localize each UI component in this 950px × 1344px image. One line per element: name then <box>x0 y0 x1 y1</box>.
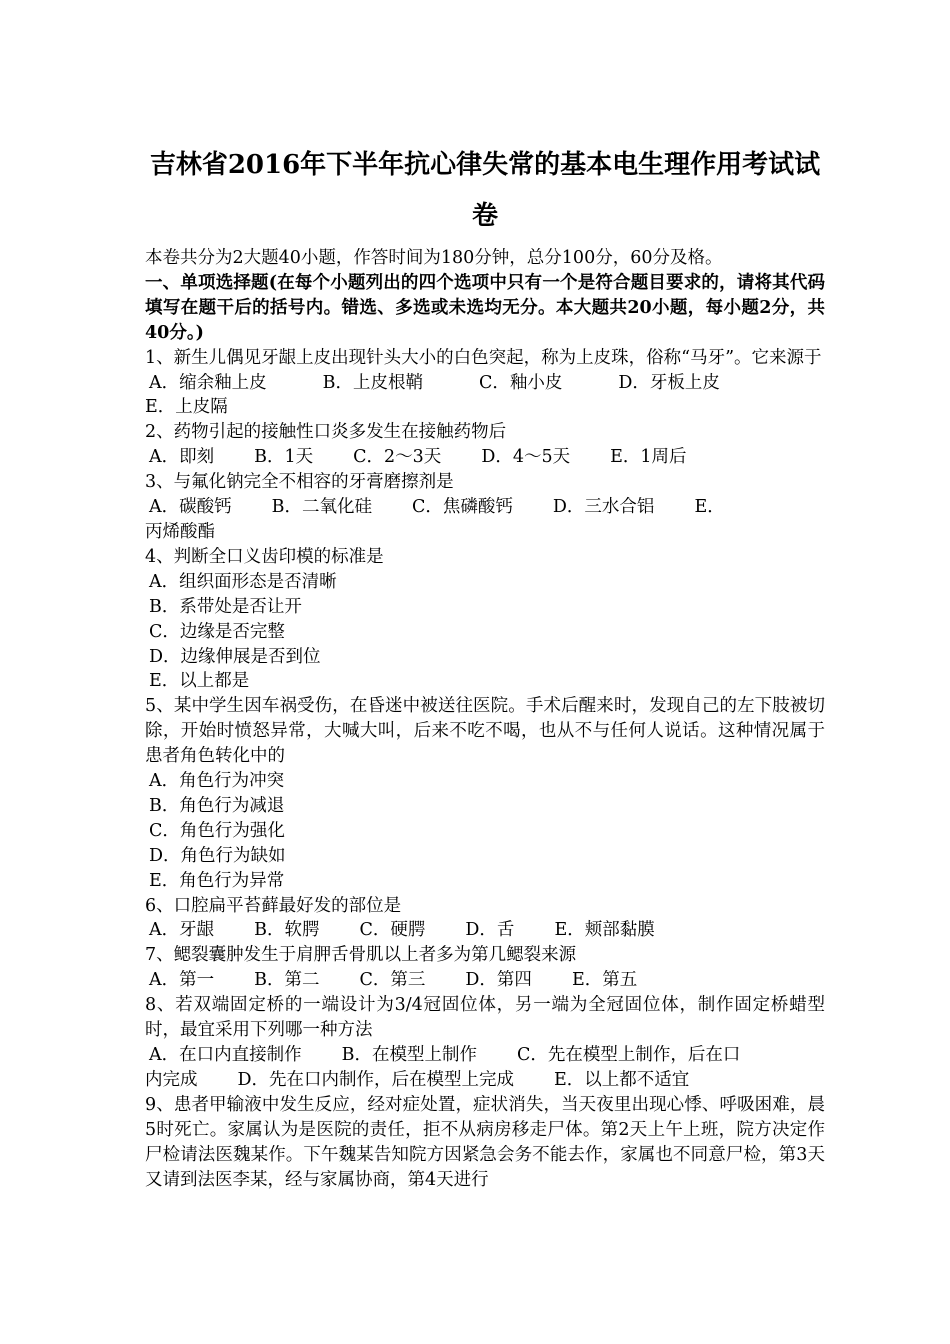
option: E．上皮隔 <box>145 397 228 418</box>
options-row <box>145 968 825 993</box>
option: B．在模型上制作 <box>341 1045 478 1065</box>
option-part: C．先在模型上制作，后在口 <box>517 1045 741 1065</box>
title-line-1: 吉林省2016年下半年抗心律失常的基本电生理作用考试试 <box>149 150 821 180</box>
option: C．釉小皮 <box>479 372 563 393</box>
option: A．在口内直接制作 <box>149 1045 302 1065</box>
option: A．牙龈 <box>149 920 215 941</box>
option: C．2～3天 <box>353 447 442 468</box>
options-row <box>145 445 825 470</box>
option: B．第二 <box>254 970 320 991</box>
option: E．角色行为异常 <box>149 870 285 891</box>
options-row <box>145 371 825 396</box>
options-row <box>145 1043 825 1068</box>
option: A．角色行为冲突 <box>149 771 285 792</box>
option: D．三水合铝 <box>552 497 655 518</box>
question-stem: 3、与氟化钠完全不相容的牙膏磨擦剂是 <box>145 472 454 493</box>
option: B．1天 <box>254 447 314 468</box>
intro-text: 本卷共分为2大题40小题，作答时间为180分钟，总分100分，60分及格。 <box>145 248 723 268</box>
question-stem: 6、口腔扁平苔藓最好发的部位是 <box>145 895 402 916</box>
option: D．先在口内制作，后在模型上完成 <box>237 1069 515 1090</box>
option: E．颊部黏膜 <box>554 920 655 941</box>
option: D．角色行为缺如 <box>149 845 286 866</box>
option: D．边缘伸展是否到位 <box>149 646 321 667</box>
option: E．以上都不适宜 <box>554 1069 690 1090</box>
option: B．软腭 <box>254 920 320 941</box>
title-line-2: 卷 <box>471 201 498 231</box>
options-row <box>145 495 825 520</box>
options-row <box>145 918 825 943</box>
option: C．角色行为强化 <box>149 820 285 841</box>
question-stem: 7、鳃裂囊肿发生于肩胛舌骨肌以上者多为第几鳃裂来源 <box>145 945 577 966</box>
question-stem: 2、药物引起的接触性口炎多发生在接触药物后 <box>145 422 507 443</box>
option: C．边缘是否完整 <box>149 621 285 642</box>
option: A．缩余釉上皮 <box>149 372 267 393</box>
option: C．第三 <box>359 970 426 991</box>
option: A．碳酸钙 <box>149 497 232 518</box>
option: E．第五 <box>571 970 638 991</box>
option-part: E． <box>694 497 725 518</box>
question-stem: 4、判断全口义齿印模的标准是 <box>145 546 384 567</box>
option: B．二氧化硅 <box>271 497 373 518</box>
option-continuation: 内完成 <box>145 1069 198 1090</box>
question-stem: 8、若双端固定桥的一端设计为3/4冠固位体，另一端为全冠固位体，制作固定桥蜡型时，最宜采用下列哪一种方法 <box>145 995 825 1041</box>
document-page <box>145 140 825 1192</box>
option: D．第四 <box>465 970 532 991</box>
option: C．硬腭 <box>359 920 426 941</box>
document-title <box>145 140 825 242</box>
option: B．上皮根鞘 <box>322 372 424 393</box>
option: A．组织面形态是否清晰 <box>149 571 337 592</box>
option: A．即刻 <box>149 447 215 468</box>
question-stem: 1、新生儿偶见牙龈上皮出现针头大小的白色突起，称为上皮珠，俗称“马牙”。它来源于 <box>145 347 822 368</box>
question-stem: 5、某中学生因车祸受伤，在昏迷中被送往医院。手术后醒来时，发现自己的左下肢被切除，开始时愤怒异常，大喊大叫，后来不吃不喝，也从不与任何人说话。这种情况属于患者角色转化中的 <box>145 696 825 767</box>
option: D．4～5天 <box>481 447 571 468</box>
option: D．舌 <box>465 920 515 941</box>
option: D．牙板上皮 <box>618 372 720 393</box>
option: E．1周后 <box>610 447 687 468</box>
section-heading: 一、单项选择题(在每个小题列出的四个选项中只有一个是符合题目要求的，请将其代码填写在题干后的括号内。错选、多选或未选均无分。本大题共20小题，每小题2分，共40分。) <box>145 272 825 343</box>
option: B．角色行为减退 <box>149 795 285 816</box>
option: A．第一 <box>149 970 215 991</box>
question-stem: 9、患者甲输液中发生反应，经对症处置，症状消失，当天夜里出现心悸、呼吸困难，晨5时死亡。家属认为是医院的责任，拒不从病房移走尸体。第2天上午上班，院方决定作尸检请法医魏某作。下午魏某告知院方因紧急会务不能去作，家属也不同意尸检，第3天又请到法医李某，经与家属协商，第4天进行 <box>145 1094 825 1190</box>
option: B．系带处是否让开 <box>149 596 302 617</box>
option: C．焦磷酸钙 <box>412 497 513 518</box>
option-continuation: 丙烯酸酯 <box>145 521 215 542</box>
options-row <box>145 1068 825 1093</box>
option: E．以上都是 <box>149 671 250 692</box>
